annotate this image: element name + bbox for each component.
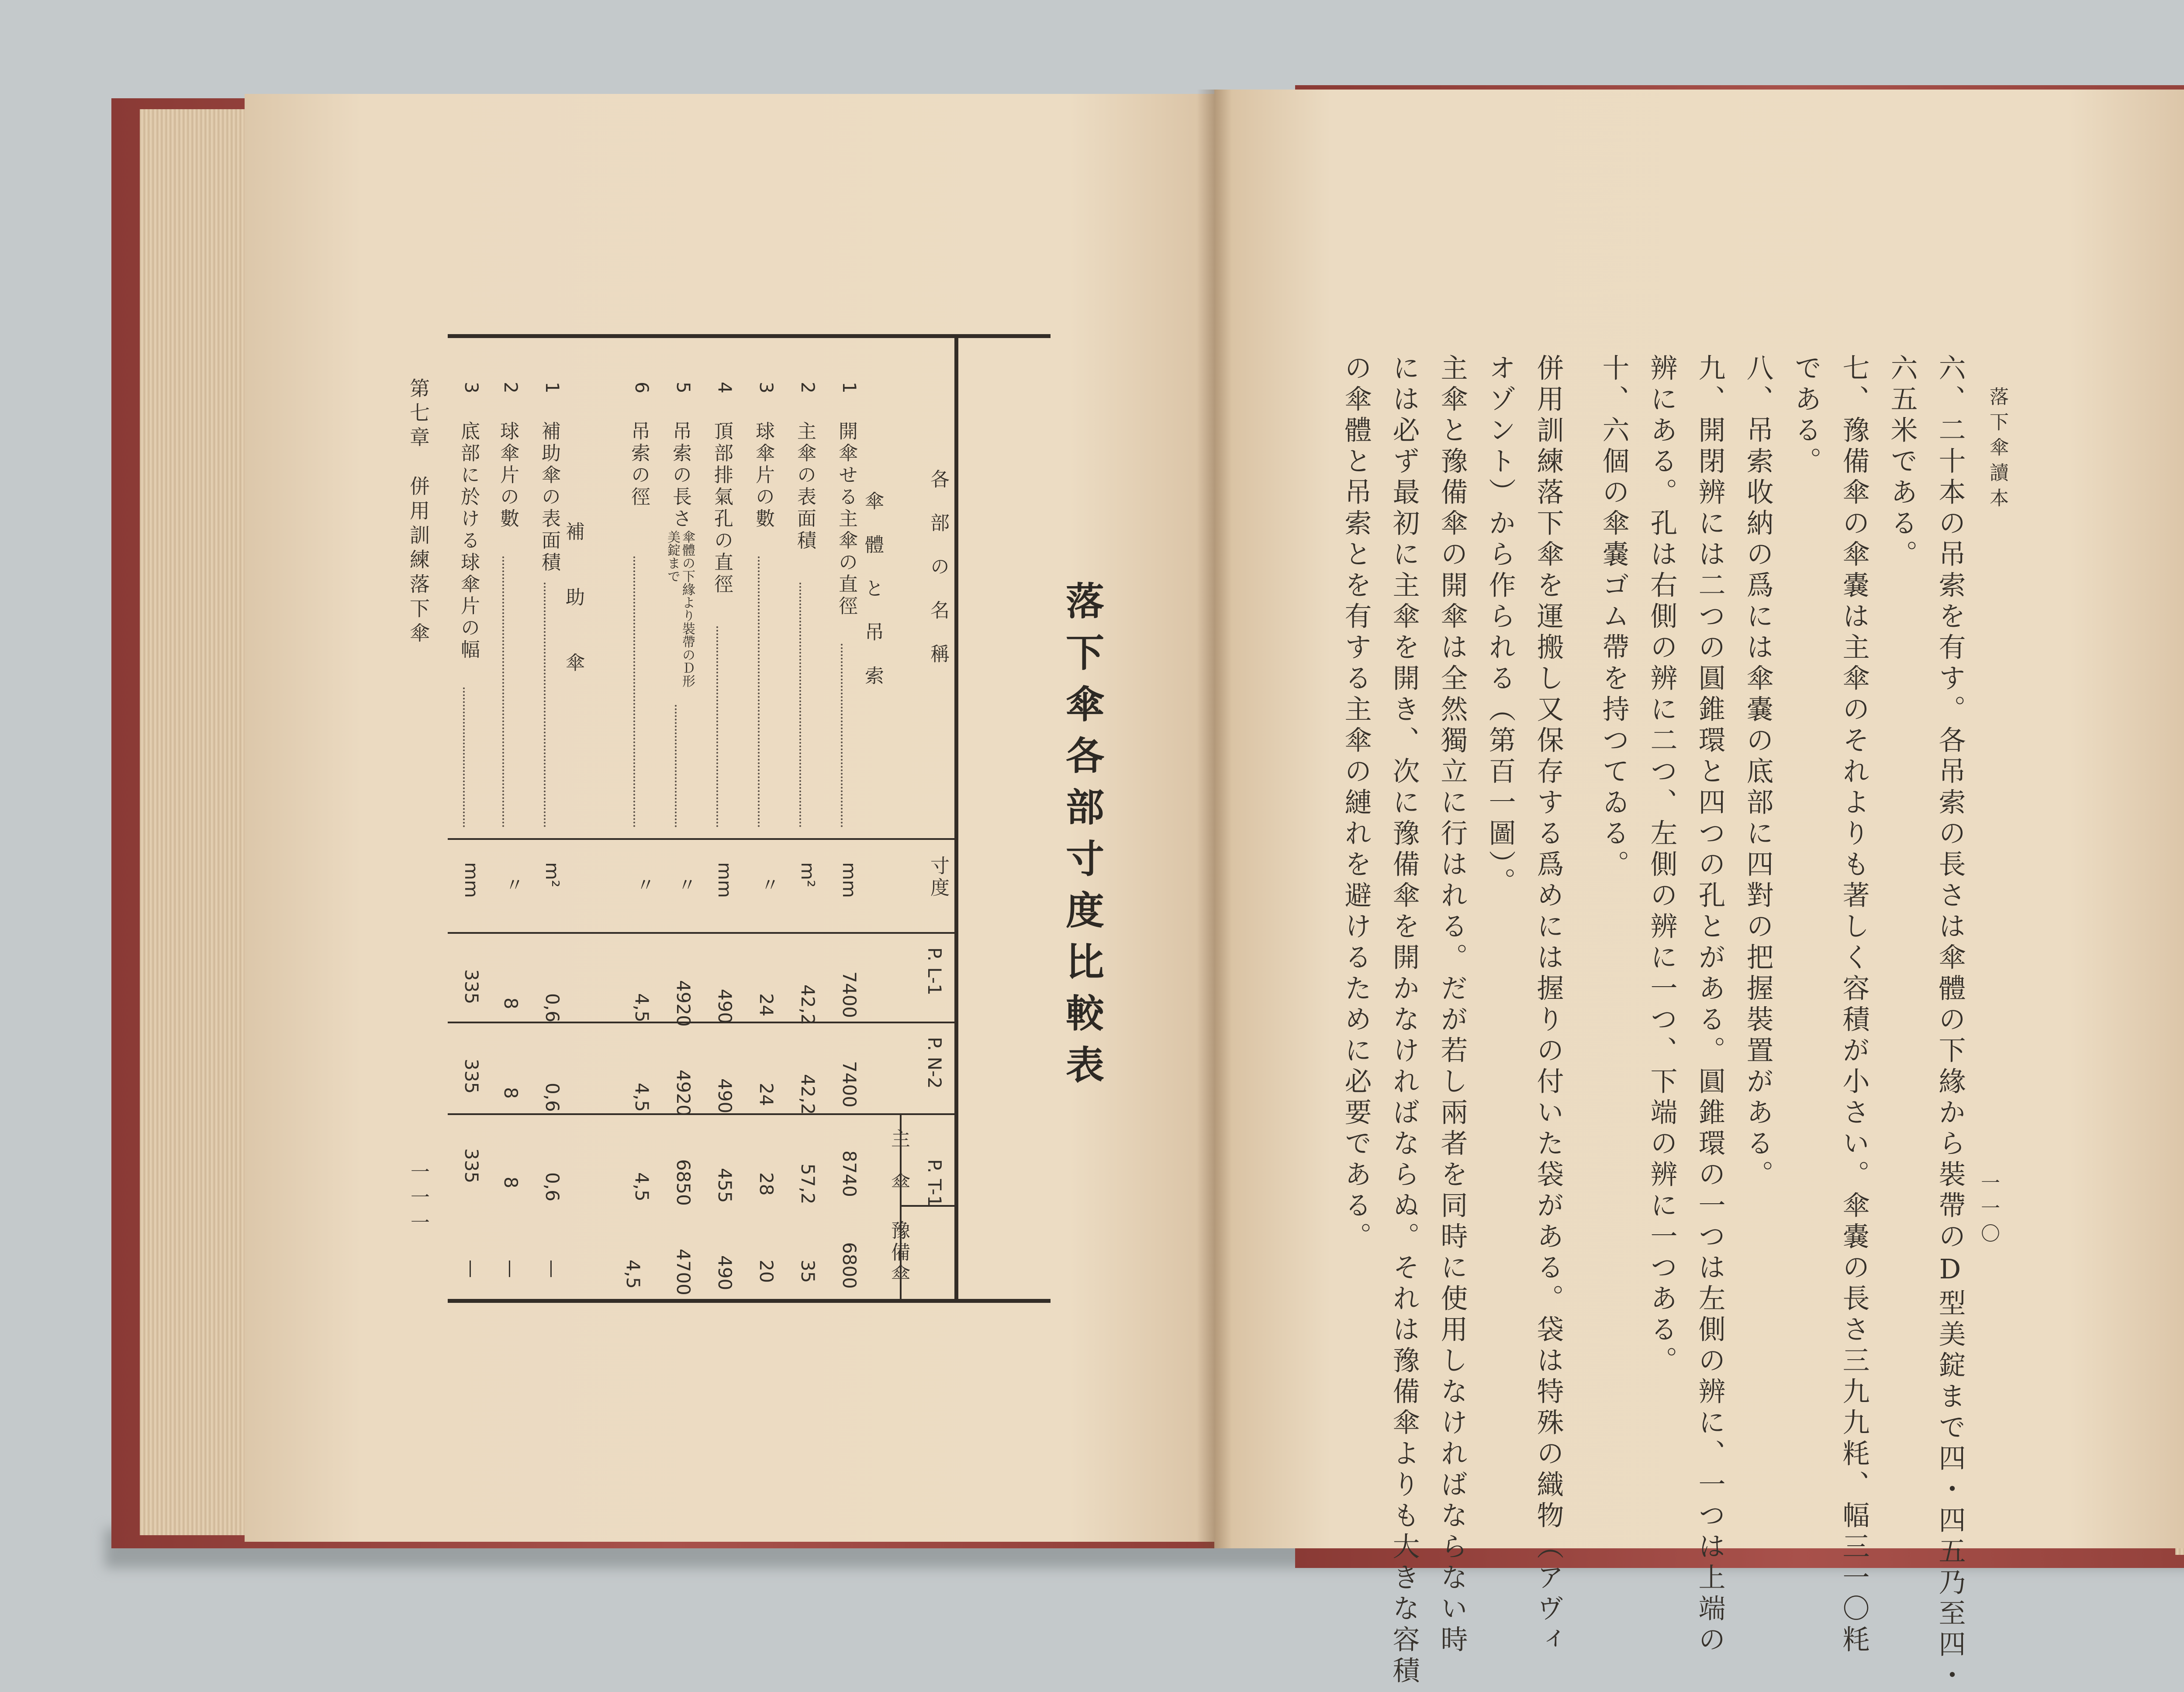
value-reserve: 490 [714,1255,736,1291]
row-name: 頂部排氣孔の直徑 [711,421,733,596]
value-main: 0,6 [542,1172,563,1202]
table-rule [448,1113,954,1115]
value-reserve: — [461,1260,482,1278]
value-pl1: 4920 [673,980,694,1027]
header-pn2: P. N-2 [924,1037,945,1089]
value-reserve: 4700 [673,1249,694,1295]
section-label: 補 助 傘 [562,521,584,674]
row-unit: m² [797,862,819,887]
value-pn2: 4,5 [631,1083,653,1112]
leader-dots [463,687,465,827]
text-line: オゾント）から作られる（第百一圖）。 [1484,354,1516,898]
leader-dots [544,583,546,827]
row-number: 3 [756,382,777,394]
value-pn2: 7400 [839,1061,860,1108]
row-number: 4 [714,382,736,394]
row-unit: 〃 [675,875,697,894]
value-main: 8740 [839,1150,860,1197]
row-name: 開傘せる主傘の直徑 [835,421,857,618]
page-number-left: 一一一 [407,1162,429,1238]
leader-dots [841,644,843,827]
page-number-right: 一一〇 [1977,1173,2000,1249]
text-line: 併用訓練落下傘を運搬し又保存する爲めには握りの付いた袋がある。袋は特殊の織物（アヴィ [1532,354,1564,1656]
header-name: 各 部 の 名 稱 [927,469,949,666]
row-number: 1 [839,382,860,394]
running-head: 落下傘讀本 [1986,387,2008,513]
row-name: 球傘片の數 [497,421,519,530]
table-rule [448,932,954,934]
text-line: 辨にある。孔は右側の辨に二つ、左側の辨に一つ、下端の辨に一つある。 [1646,354,1678,1377]
value-main: 57,2 [797,1164,819,1205]
table-rule [448,1022,954,1023]
header-pl1: P. L-1 [924,947,945,996]
value-reserve: 35 [797,1260,819,1283]
leader-dots [716,626,718,827]
value-pn2: 335 [461,1059,482,1094]
row-number: 2 [500,382,522,394]
value-pn2: 0,6 [542,1083,563,1112]
row-unit: m² [542,862,563,887]
row-unit: mm [461,862,482,898]
table-rule [954,338,958,1299]
value-pl1: 24 [756,993,777,1017]
text-line: 八、吊索收納の爲には傘嚢の底部に四對の把握裝置がある。 [1742,354,1774,1191]
value-reserve: 4,5 [622,1260,644,1289]
value-main: 335 [461,1148,482,1184]
table-title: 落下傘各部寸度比較表 [1060,581,1105,1096]
row-note: 傘體の下緣より裝帶のＤ形美錠まで [665,530,695,687]
leader-dots [675,705,677,827]
value-reserve: 6800 [839,1242,860,1289]
text-line: 十、六個の傘嚢ゴム帶を持つてゐる。 [1598,354,1630,881]
leader-dots [502,556,504,827]
table-rule [900,1113,954,1115]
row-number: 6 [631,382,653,394]
header-reserve: 豫備傘 [888,1220,910,1286]
row-unit: 〃 [634,875,655,894]
value-pn2: 42,2 [797,1074,819,1115]
header-main: 主 傘 [888,1129,910,1194]
value-pn2: 8 [500,1087,522,1099]
row-number: 1 [542,382,563,394]
table-rule [448,838,954,840]
section-label: 傘 體 と 吊 索 [861,491,884,687]
row-name: 吊索の長さ [669,421,691,530]
value-reserve: 20 [756,1260,777,1283]
leader-dots [799,583,801,827]
text-line: 主傘と豫備傘の開傘は全然獨立に行はれる。だが若し兩者を同時に使用しなければならない時 [1436,354,1468,1656]
value-pl1: 7400 [839,971,860,1018]
leader-dots [633,556,635,827]
text-line: 七、豫備傘の傘嚢は主傘のそれよりも著しく容積が小さい。傘嚢の長さ三九九粍、幅三一〇粍 [1838,354,1870,1656]
row-unit: mm [714,862,736,898]
text-line: 六、二十本の吊索を有す。各吊索の長さは傘體の下緣から裝帶のD型美錠まで四・四五乃至四・ [1934,354,1966,1692]
text-line: 六五米である。 [1886,354,1918,571]
value-main: 6850 [673,1159,694,1206]
header-unit: 寸度 [927,856,949,899]
row-name: 補助傘の表面積 [538,421,560,574]
page-edges-left [140,109,253,1535]
value-main: 8 [500,1177,522,1188]
row-name: 吊索の徑 [628,421,650,508]
value-main: 4,5 [631,1172,653,1202]
row-number: 3 [461,382,482,394]
value-pl1: 8 [500,998,522,1009]
value-pl1: 42,2 [797,984,819,1026]
row-unit: 〃 [503,875,524,894]
row-name: 主傘の表面積 [794,421,816,552]
value-pn2: 490 [714,1078,736,1114]
value-pl1: 4,5 [631,993,653,1022]
value-pl1: 335 [461,969,482,1005]
value-main: 28 [756,1172,777,1196]
leader-dots [758,556,760,827]
row-name: 底部に於ける球傘片の幅 [457,421,480,661]
value-pn2: 24 [756,1083,777,1106]
value-pl1: 0,6 [542,993,563,1022]
row-unit: mm [839,862,860,898]
value-main: 455 [714,1168,736,1203]
row-unit: 〃 [758,875,780,894]
row-number: 5 [673,382,694,394]
value-reserve: — [542,1260,563,1278]
value-pl1: 490 [714,989,736,1024]
text-line: である。 [1790,354,1822,478]
value-pn2: 4920 [673,1070,694,1116]
row-number: 2 [797,382,819,394]
row-name: 球傘片の數 [752,421,774,530]
chapter-footer: 第七章 併用訓練落下傘 [407,378,430,647]
text-line: の傘體と吊索とを有する主傘の縺れを避けるために必要である。 [1340,354,1372,1253]
value-reserve: — [500,1260,522,1278]
text-line: には必ず最初に主傘を開き、次に豫備傘を開かなければならぬ。それは豫備傘よりも大きな容積 [1388,354,1420,1687]
dimension-table [448,334,1051,1303]
book-gutter [1197,90,1232,1548]
header-pt1: P. T-1 [924,1159,945,1207]
text-line: 九、開閉辨には二つの圓錐環と四つの孔とがある。圓錐環の一つは左側の辨に、一つは上端の [1694,354,1726,1656]
